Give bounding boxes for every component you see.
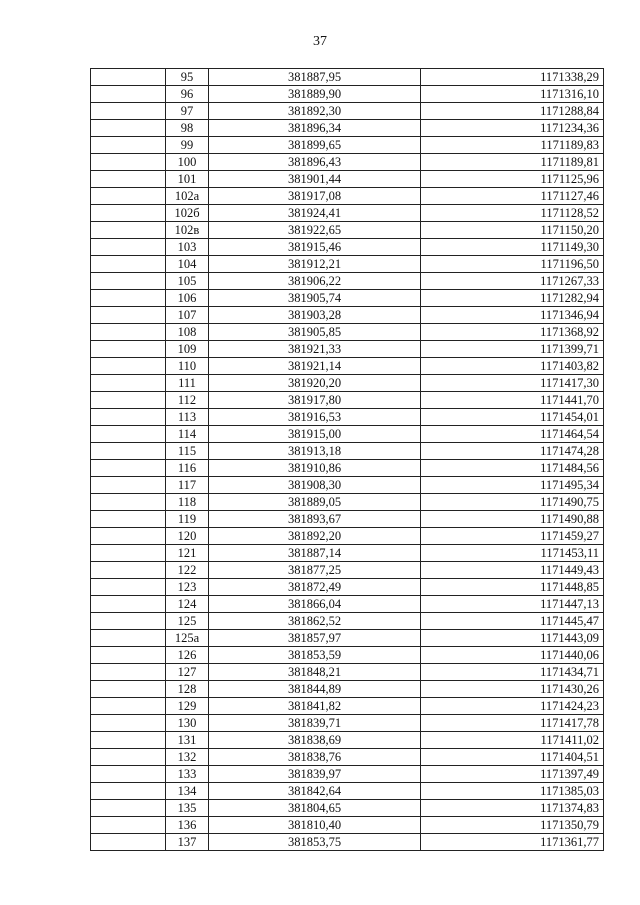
- table-row: [91, 273, 604, 290]
- point-number-cell: 99: [166, 137, 209, 154]
- table-row: [91, 528, 604, 545]
- table-row: [91, 137, 604, 154]
- point-number-cell: 100: [166, 154, 209, 171]
- point-number-cell: 127: [166, 664, 209, 681]
- x-coordinate-cell: 381910,86: [209, 460, 421, 477]
- table-row: [91, 205, 604, 222]
- x-coordinate-cell: 381915,00: [209, 426, 421, 443]
- table-row: [91, 732, 604, 749]
- empty-cell: [91, 800, 166, 817]
- y-coordinate-cell: 1171361,77: [421, 834, 604, 851]
- table-row: [91, 715, 604, 732]
- point-number-cell: 96: [166, 86, 209, 103]
- page-number: 37: [313, 34, 327, 49]
- y-coordinate-cell: 1171464,54: [421, 426, 604, 443]
- y-coordinate-cell: 1171368,92: [421, 324, 604, 341]
- empty-cell: [91, 358, 166, 375]
- empty-cell: [91, 545, 166, 562]
- y-coordinate-cell: 1171338,29: [421, 69, 604, 86]
- table-row: [91, 817, 604, 834]
- table-row: [91, 596, 604, 613]
- point-number-cell: 114: [166, 426, 209, 443]
- table-row: [91, 307, 604, 324]
- y-coordinate-cell: 1171411,02: [421, 732, 604, 749]
- y-coordinate-cell: 1171234,36: [421, 120, 604, 137]
- point-number-cell: 128: [166, 681, 209, 698]
- point-number-cell: 119: [166, 511, 209, 528]
- x-coordinate-cell: 381896,43: [209, 154, 421, 171]
- y-coordinate-cell: 1171484,56: [421, 460, 604, 477]
- point-number-cell: 108: [166, 324, 209, 341]
- point-number-cell: 105: [166, 273, 209, 290]
- x-coordinate-cell: 381920,20: [209, 375, 421, 392]
- table-row: [91, 647, 604, 664]
- table-row: [91, 392, 604, 409]
- table-row: [91, 375, 604, 392]
- point-number-cell: 95: [166, 69, 209, 86]
- empty-cell: [91, 817, 166, 834]
- table-row: [91, 681, 604, 698]
- point-number-cell: 102в: [166, 222, 209, 239]
- empty-cell: [91, 443, 166, 460]
- empty-cell: [91, 239, 166, 256]
- y-coordinate-cell: 1171189,83: [421, 137, 604, 154]
- x-coordinate-cell: 381839,97: [209, 766, 421, 783]
- y-coordinate-cell: 1171453,11: [421, 545, 604, 562]
- table-row: [91, 358, 604, 375]
- x-coordinate-cell: 381892,20: [209, 528, 421, 545]
- empty-cell: [91, 86, 166, 103]
- empty-cell: [91, 426, 166, 443]
- point-number-cell: 110: [166, 358, 209, 375]
- empty-cell: [91, 154, 166, 171]
- x-coordinate-cell: 381810,40: [209, 817, 421, 834]
- y-coordinate-cell: 1171490,88: [421, 511, 604, 528]
- empty-cell: [91, 222, 166, 239]
- x-coordinate-cell: 381853,75: [209, 834, 421, 851]
- empty-cell: [91, 392, 166, 409]
- point-number-cell: 120: [166, 528, 209, 545]
- y-coordinate-cell: 1171346,94: [421, 307, 604, 324]
- y-coordinate-cell: 1171448,85: [421, 579, 604, 596]
- table-row: [91, 800, 604, 817]
- empty-cell: [91, 188, 166, 205]
- point-number-cell: 117: [166, 477, 209, 494]
- x-coordinate-cell: 381862,52: [209, 613, 421, 630]
- coordinates-table: [90, 68, 604, 851]
- table-row: [91, 103, 604, 120]
- empty-cell: [91, 477, 166, 494]
- x-coordinate-cell: 381866,04: [209, 596, 421, 613]
- y-coordinate-cell: 1171417,30: [421, 375, 604, 392]
- x-coordinate-cell: 381857,97: [209, 630, 421, 647]
- point-number-cell: 130: [166, 715, 209, 732]
- x-coordinate-cell: 381916,53: [209, 409, 421, 426]
- empty-cell: [91, 205, 166, 222]
- y-coordinate-cell: 1171282,94: [421, 290, 604, 307]
- point-number-cell: 118: [166, 494, 209, 511]
- point-number-cell: 124: [166, 596, 209, 613]
- table-row: [91, 239, 604, 256]
- table-row: [91, 562, 604, 579]
- empty-cell: [91, 579, 166, 596]
- y-coordinate-cell: 1171417,78: [421, 715, 604, 732]
- empty-cell: [91, 375, 166, 392]
- point-number-cell: 137: [166, 834, 209, 851]
- y-coordinate-cell: 1171490,75: [421, 494, 604, 511]
- y-coordinate-cell: 1171449,43: [421, 562, 604, 579]
- point-number-cell: 107: [166, 307, 209, 324]
- y-coordinate-cell: 1171125,96: [421, 171, 604, 188]
- x-coordinate-cell: 381905,85: [209, 324, 421, 341]
- point-number-cell: 103: [166, 239, 209, 256]
- x-coordinate-cell: 381839,71: [209, 715, 421, 732]
- point-number-cell: 111: [166, 375, 209, 392]
- point-number-cell: 136: [166, 817, 209, 834]
- empty-cell: [91, 698, 166, 715]
- point-number-cell: 109: [166, 341, 209, 358]
- table-row: [91, 443, 604, 460]
- point-number-cell: 102б: [166, 205, 209, 222]
- empty-cell: [91, 69, 166, 86]
- table-row: [91, 256, 604, 273]
- table-row: [91, 409, 604, 426]
- x-coordinate-cell: 381804,65: [209, 800, 421, 817]
- empty-cell: [91, 256, 166, 273]
- y-coordinate-cell: 1171403,82: [421, 358, 604, 375]
- x-coordinate-cell: 381917,80: [209, 392, 421, 409]
- table-row: [91, 766, 604, 783]
- x-coordinate-cell: 381889,05: [209, 494, 421, 511]
- empty-cell: [91, 171, 166, 188]
- y-coordinate-cell: 1171267,33: [421, 273, 604, 290]
- y-coordinate-cell: 1171474,28: [421, 443, 604, 460]
- table-row: [91, 188, 604, 205]
- x-coordinate-cell: 381915,46: [209, 239, 421, 256]
- y-coordinate-cell: 1171404,51: [421, 749, 604, 766]
- empty-cell: [91, 494, 166, 511]
- table-row: [91, 324, 604, 341]
- x-coordinate-cell: 381912,21: [209, 256, 421, 273]
- table-row: [91, 698, 604, 715]
- table-row: [91, 222, 604, 239]
- y-coordinate-cell: 1171495,34: [421, 477, 604, 494]
- y-coordinate-cell: 1171316,10: [421, 86, 604, 103]
- table-row: [91, 664, 604, 681]
- y-coordinate-cell: 1171424,23: [421, 698, 604, 715]
- y-coordinate-cell: 1171374,83: [421, 800, 604, 817]
- x-coordinate-cell: 381896,34: [209, 120, 421, 137]
- point-number-cell: 134: [166, 783, 209, 800]
- point-number-cell: 98: [166, 120, 209, 137]
- empty-cell: [91, 460, 166, 477]
- y-coordinate-cell: 1171189,81: [421, 154, 604, 171]
- y-coordinate-cell: 1171288,84: [421, 103, 604, 120]
- y-coordinate-cell: 1171434,71: [421, 664, 604, 681]
- table-row: [91, 460, 604, 477]
- empty-cell: [91, 137, 166, 154]
- x-coordinate-cell: 381906,22: [209, 273, 421, 290]
- empty-cell: [91, 749, 166, 766]
- x-coordinate-cell: 381908,30: [209, 477, 421, 494]
- point-number-cell: 132: [166, 749, 209, 766]
- empty-cell: [91, 630, 166, 647]
- table-row: [91, 171, 604, 188]
- table-row: [91, 426, 604, 443]
- point-number-cell: 121: [166, 545, 209, 562]
- table-row: [91, 69, 604, 86]
- empty-cell: [91, 596, 166, 613]
- x-coordinate-cell: 381903,28: [209, 307, 421, 324]
- empty-cell: [91, 613, 166, 630]
- x-coordinate-cell: 381922,65: [209, 222, 421, 239]
- point-number-cell: 122: [166, 562, 209, 579]
- coordinates-table-body: [91, 69, 604, 851]
- x-coordinate-cell: 381844,89: [209, 681, 421, 698]
- empty-cell: [91, 324, 166, 341]
- table-row: [91, 511, 604, 528]
- point-number-cell: 129: [166, 698, 209, 715]
- y-coordinate-cell: 1171445,47: [421, 613, 604, 630]
- x-coordinate-cell: 381921,14: [209, 358, 421, 375]
- point-number-cell: 125: [166, 613, 209, 630]
- empty-cell: [91, 290, 166, 307]
- y-coordinate-cell: 1171459,27: [421, 528, 604, 545]
- point-number-cell: 135: [166, 800, 209, 817]
- x-coordinate-cell: 381905,74: [209, 290, 421, 307]
- x-coordinate-cell: 381917,08: [209, 188, 421, 205]
- empty-cell: [91, 103, 166, 120]
- point-number-cell: 131: [166, 732, 209, 749]
- y-coordinate-cell: 1171127,46: [421, 188, 604, 205]
- point-number-cell: 106: [166, 290, 209, 307]
- empty-cell: [91, 528, 166, 545]
- x-coordinate-cell: 381838,76: [209, 749, 421, 766]
- table-row: [91, 86, 604, 103]
- x-coordinate-cell: 381848,21: [209, 664, 421, 681]
- table-row: [91, 834, 604, 851]
- table-row: [91, 749, 604, 766]
- x-coordinate-cell: 381838,69: [209, 732, 421, 749]
- y-coordinate-cell: 1171149,30: [421, 239, 604, 256]
- empty-cell: [91, 834, 166, 851]
- y-coordinate-cell: 1171350,79: [421, 817, 604, 834]
- y-coordinate-cell: 1171196,50: [421, 256, 604, 273]
- point-number-cell: 102а: [166, 188, 209, 205]
- empty-cell: [91, 341, 166, 358]
- point-number-cell: 116: [166, 460, 209, 477]
- x-coordinate-cell: 381887,14: [209, 545, 421, 562]
- point-number-cell: 101: [166, 171, 209, 188]
- empty-cell: [91, 273, 166, 290]
- table-row: [91, 494, 604, 511]
- point-number-cell: 104: [166, 256, 209, 273]
- empty-cell: [91, 511, 166, 528]
- y-coordinate-cell: 1171385,03: [421, 783, 604, 800]
- y-coordinate-cell: 1171443,09: [421, 630, 604, 647]
- empty-cell: [91, 307, 166, 324]
- empty-cell: [91, 120, 166, 137]
- point-number-cell: 113: [166, 409, 209, 426]
- x-coordinate-cell: 381921,33: [209, 341, 421, 358]
- table-row: [91, 120, 604, 137]
- empty-cell: [91, 562, 166, 579]
- empty-cell: [91, 783, 166, 800]
- empty-cell: [91, 409, 166, 426]
- empty-cell: [91, 766, 166, 783]
- point-number-cell: 133: [166, 766, 209, 783]
- x-coordinate-cell: 381853,59: [209, 647, 421, 664]
- x-coordinate-cell: 381901,44: [209, 171, 421, 188]
- point-number-cell: 115: [166, 443, 209, 460]
- x-coordinate-cell: 381872,49: [209, 579, 421, 596]
- empty-cell: [91, 664, 166, 681]
- x-coordinate-cell: 381887,95: [209, 69, 421, 86]
- y-coordinate-cell: 1171441,70: [421, 392, 604, 409]
- y-coordinate-cell: 1171128,52: [421, 205, 604, 222]
- table-row: [91, 545, 604, 562]
- x-coordinate-cell: 381892,30: [209, 103, 421, 120]
- x-coordinate-cell: 381877,25: [209, 562, 421, 579]
- y-coordinate-cell: 1171447,13: [421, 596, 604, 613]
- x-coordinate-cell: 381841,82: [209, 698, 421, 715]
- y-coordinate-cell: 1171399,71: [421, 341, 604, 358]
- y-coordinate-cell: 1171454,01: [421, 409, 604, 426]
- x-coordinate-cell: 381899,65: [209, 137, 421, 154]
- table-row: [91, 477, 604, 494]
- x-coordinate-cell: 381924,41: [209, 205, 421, 222]
- empty-cell: [91, 681, 166, 698]
- empty-cell: [91, 732, 166, 749]
- x-coordinate-cell: 381889,90: [209, 86, 421, 103]
- table-row: [91, 613, 604, 630]
- table-row: [91, 154, 604, 171]
- point-number-cell: 123: [166, 579, 209, 596]
- point-number-cell: 126: [166, 647, 209, 664]
- table-row: [91, 783, 604, 800]
- x-coordinate-cell: 381913,18: [209, 443, 421, 460]
- y-coordinate-cell: 1171397,49: [421, 766, 604, 783]
- y-coordinate-cell: 1171430,26: [421, 681, 604, 698]
- y-coordinate-cell: 1171440,06: [421, 647, 604, 664]
- empty-cell: [91, 715, 166, 732]
- point-number-cell: 112: [166, 392, 209, 409]
- point-number-cell: 125а: [166, 630, 209, 647]
- table-row: [91, 290, 604, 307]
- table-row: [91, 579, 604, 596]
- table-row: [91, 630, 604, 647]
- empty-cell: [91, 647, 166, 664]
- point-number-cell: 97: [166, 103, 209, 120]
- table-row: [91, 341, 604, 358]
- x-coordinate-cell: 381893,67: [209, 511, 421, 528]
- x-coordinate-cell: 381842,64: [209, 783, 421, 800]
- y-coordinate-cell: 1171150,20: [421, 222, 604, 239]
